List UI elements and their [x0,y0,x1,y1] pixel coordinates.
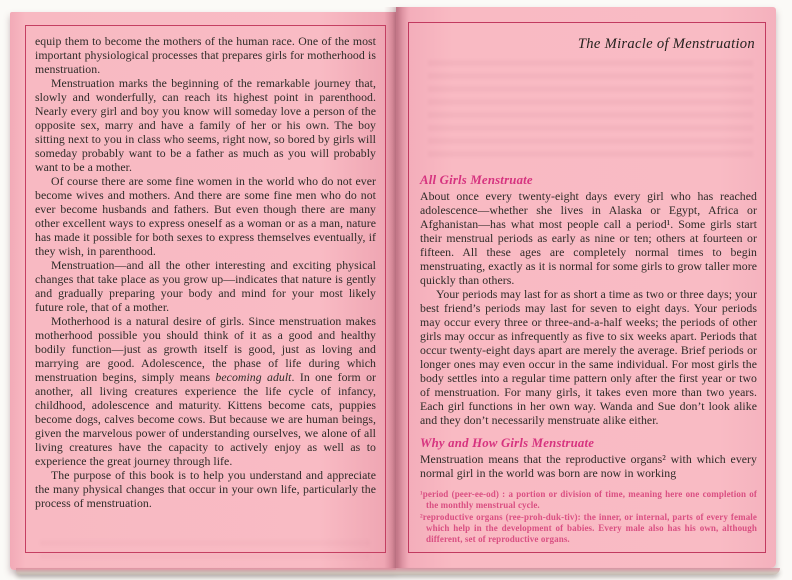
body-paragraph: Menstruation—and all the other interesting and exciting physical changes that take place as you grow up—indicates that nature is gently and gradually preparing your body and mind for your most likely future role, that of a mother. [35,258,376,314]
italic-phrase: becoming adult [215,370,292,384]
footnote: ²reproductive organs (ree-proh-duk-tiv): the inner, or internal, parts of every female which help in the development of babies. Every male also has his own, although different, set of reproductive organs. [420,512,757,544]
body-paragraph: Menstruation marks the beginning of the remarkable journey that, slowly and wonderfully, can reach its highest point in parenthood. Nearly every girl and boy you know will someday love a person of the opposite sex, marry and have a family of her or his own. The boy sitting next to you in class who seems, right now, so bored by girls will someday probably want to be a father as much as you will probably want to be a mother. [35,76,376,174]
body-paragraph: Menstruation means that the reproductive organs² with which every normal girl in the world was born are now in working [420,452,757,480]
paragraph-text: Motherhood is a natural desire of girls. Since menstruation makes motherhood possible you should think of it as a good and healthy bodily function—just as growth itself is good, just as loving and marrying are good. Adolescence, the phase of life during which menstruation begins, simply means [35,314,376,384]
footnotes-block [420,489,757,545]
right-page-text [420,25,757,546]
body-paragraph: Your periods may last for as short a time as two or three days; your best friend’s periods may last for seven to eight days. Your periods may occur every three or three-and-a-half weeks; the periods of other girls may occur as infrequently as five to six weeks apart. Periods that occur twenty-eight days apart are merely the average. Brief periods or longer ones may even occur in the same individual. For most girls the body settles into a regular time pattern only after the first year or two of menstruation. For many girls, it takes even more than two years. Each girl functions in her own way. Wanda and Sue don’t look alike and they don’t necessarily menstruate alike either. [420,287,757,427]
section-heading: All Girls Menstruate [420,173,533,187]
body-paragraph [35,314,376,468]
right-page [396,7,776,568]
body-paragraph: equip them to become the mothers of the human race. One of the most important physiological processes that prepares girls for motherhood is menstruation. [35,34,376,76]
footnote: ¹period (peer-ee-od) : a portion or division of time, meaning here one completion of the monthly menstrual cycle. [420,489,757,510]
section-heading: Why and How Girls Menstruate [420,436,595,450]
paragraph-text: . In one form or another, all living creatures experience the life cycle of infancy, childhood, adolescence and maturity. Kittens become cats, puppies become dogs, calves become cows. But because we are human beings, given the marvelous power of understanding ourselves, we alone of all living creatures have the capacity to actively enjoy as well as to experience the great journey through life. [35,370,376,468]
page-title: The Miracle of Menstruation [577,36,755,52]
body-paragraph: The purpose of this book is to help you understand and appreciate the many physical changes that occur in your own life, particularly the process of menstruation. [35,468,376,510]
left-page [10,12,396,570]
bleed-through-texture [428,60,753,164]
bleed-through-texture [40,540,370,566]
body-paragraph: About once every twenty-eight days every girl who has reached adolescence—whether she lives in Alaska or Egypt, Africa or Afghanistan—has what most people call a period¹. Some girls start their menstrual periods as early as nine or ten; others at fourteen or fifteen. All these ages are completely normal times to begin menstruating, exactly as it is normal for some girls to grow taller more quickly than others. [420,189,757,287]
body-paragraph: Of course there are some fine women in the world who do not ever become wives and mothers. And there are some fine men who do not ever become husbands and fathers. But even though there are many other excellent ways to express oneself as a woman or as a man, nature has made it possible for both sexes to express themselves eventually, if they wish, in parenthood. [35,174,376,258]
left-page-text [35,34,376,510]
